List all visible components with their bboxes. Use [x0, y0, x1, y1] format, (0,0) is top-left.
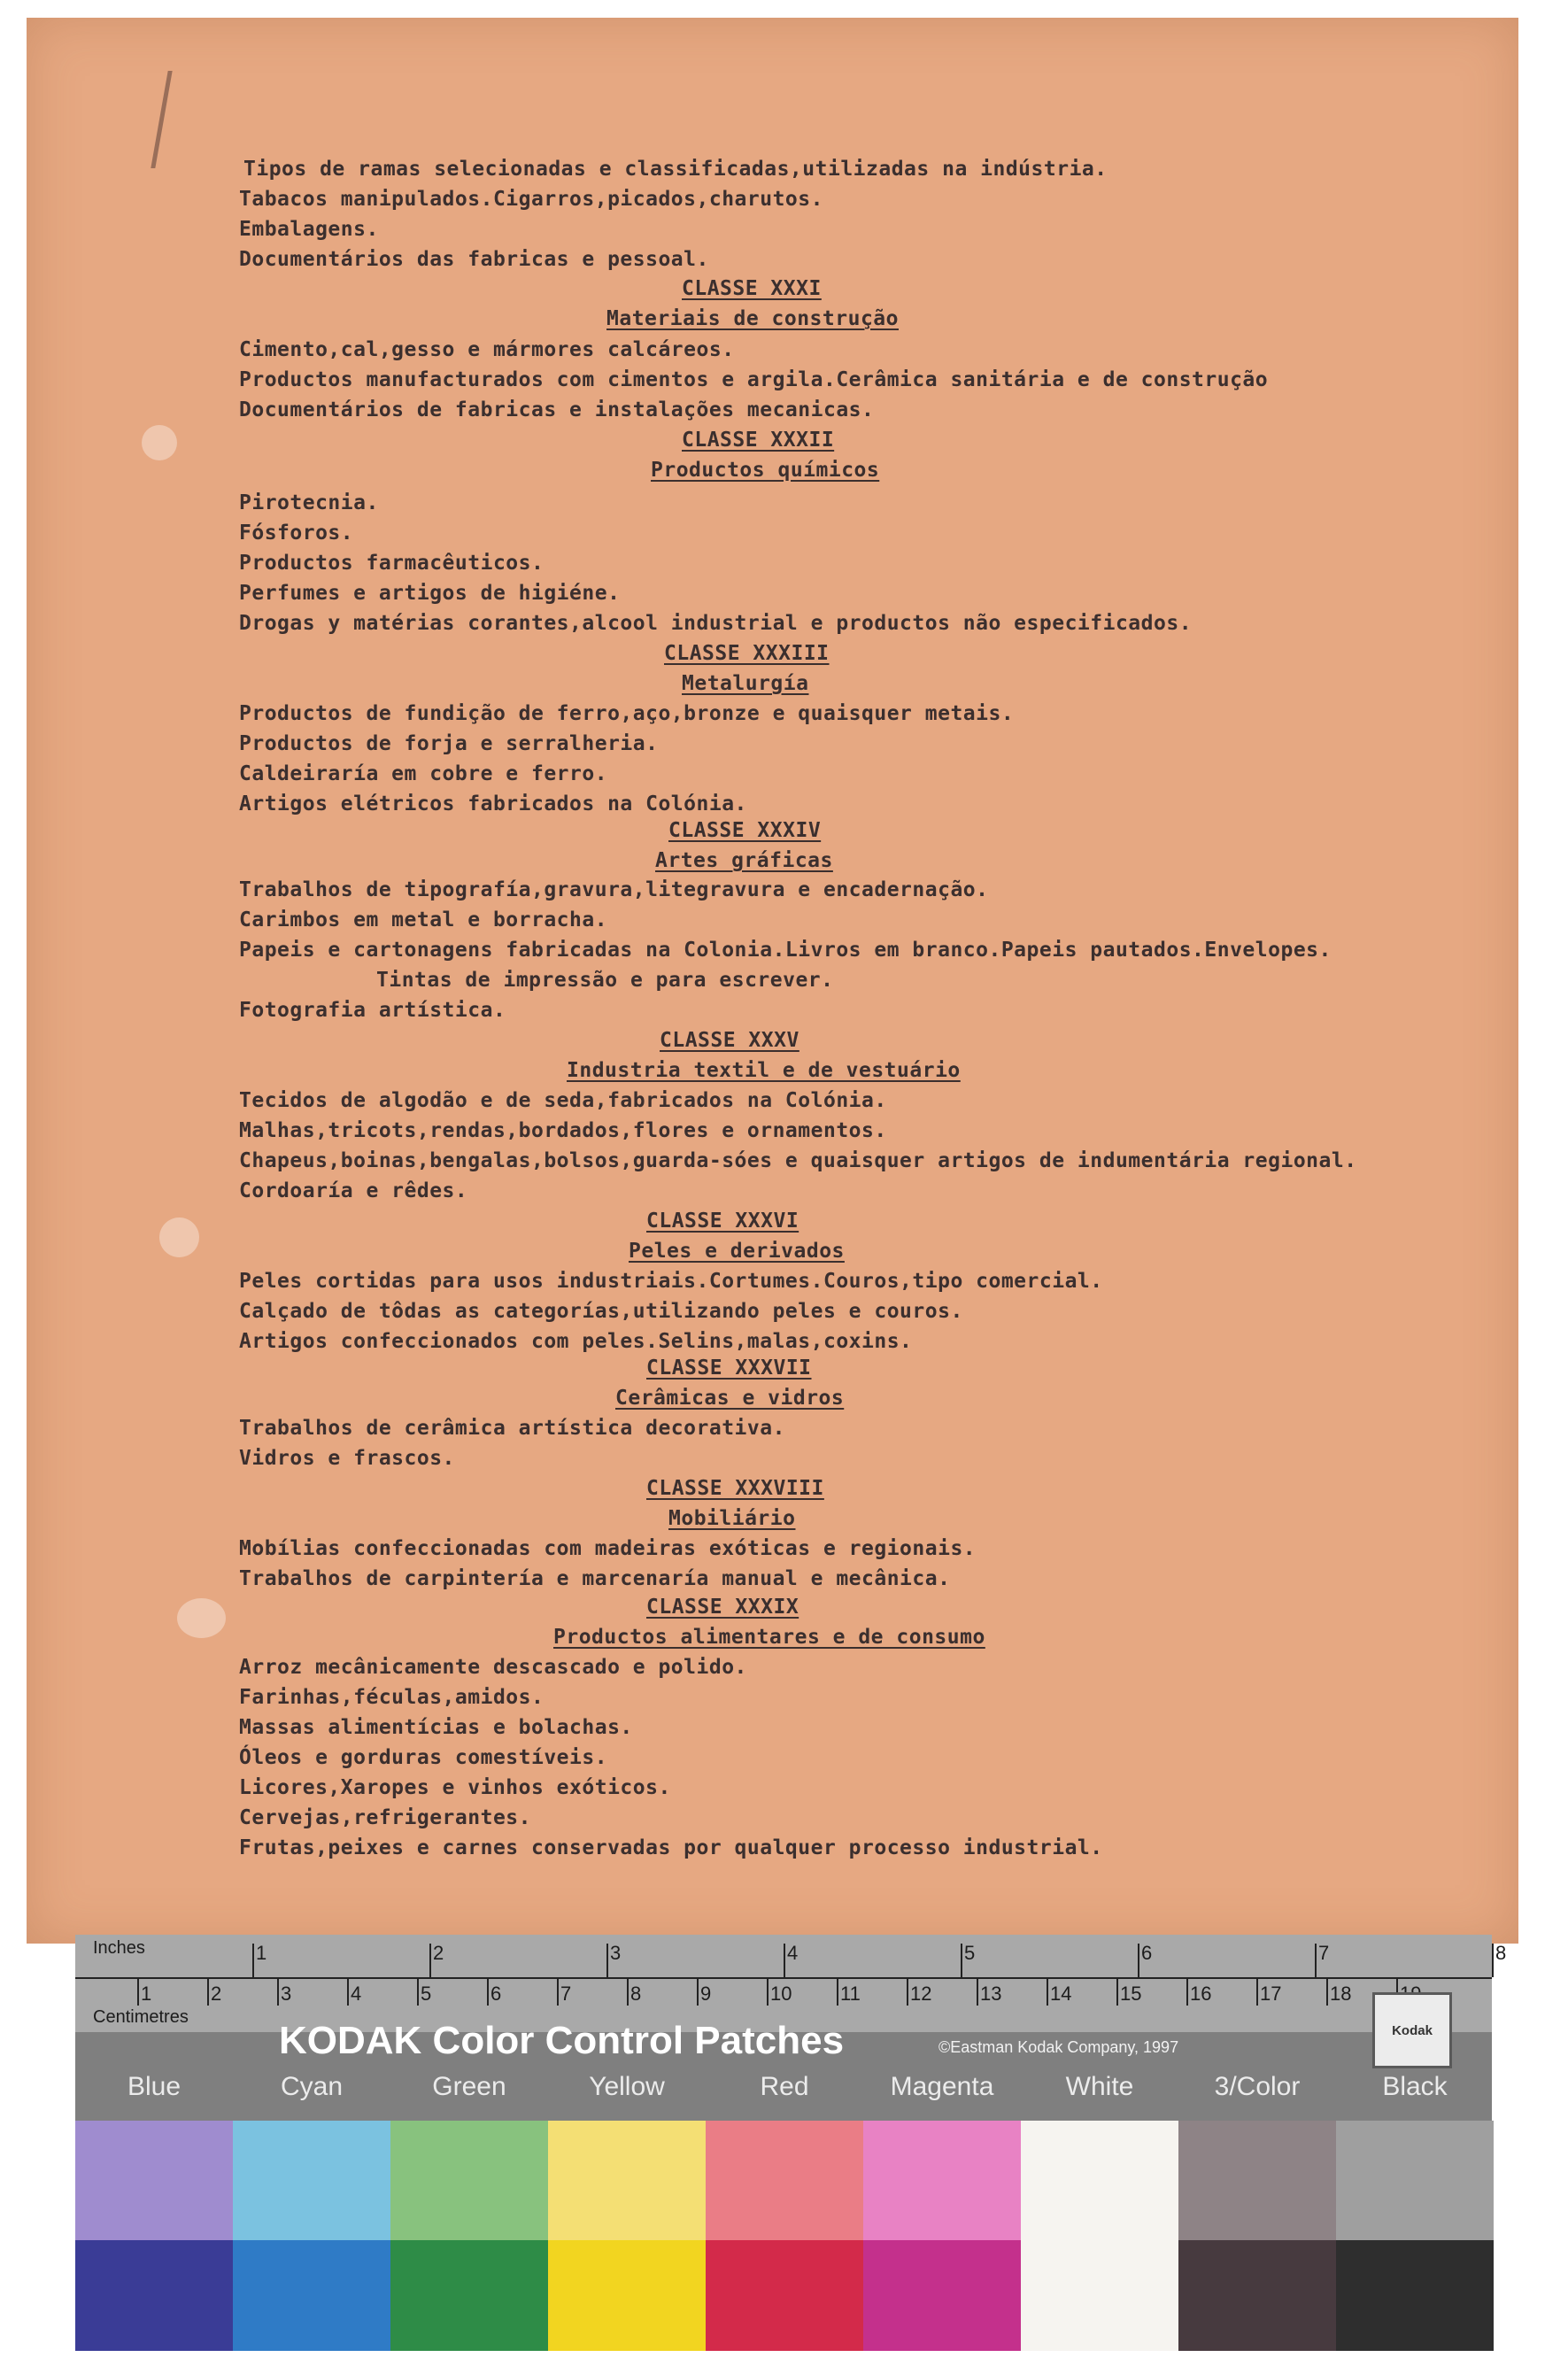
patch-label-magenta: Magenta	[890, 2072, 994, 2101]
class-heading: CLASSE XXXVII	[646, 1357, 812, 1380]
cm-tick	[1326, 1979, 1328, 2006]
cm-number: 8	[630, 1983, 642, 2005]
cm-tick	[907, 1979, 908, 2006]
ruler-midline	[75, 1977, 1492, 1979]
text-line: Papeis e cartonagens fabricadas na Colonia.Livros em branco.Papeis pautados.Envelopes.	[239, 939, 1332, 962]
text-line: Pirotecnia.	[239, 491, 379, 514]
text-line: Trabalhos de tipografía,gravura,litegravura e encadernação.	[239, 878, 989, 901]
text-line: Tecidos de algodão e de seda,fabricados na Colónia.	[239, 1089, 887, 1112]
inch-tick	[252, 1944, 254, 1977]
cm-tick	[417, 1979, 419, 2006]
text-line: Drogas y matérias corantes,alcool industrial e productos não especificados.	[239, 612, 1193, 635]
cm-tick	[1047, 1979, 1048, 2006]
text-line: Frutas,peixes e carnes conservadas por qualquer processo industrial.	[239, 1836, 1103, 1859]
text-line: Tabacos manipulados.Cigarros,picados,charutos.	[239, 188, 823, 211]
class-subheading: Productos alimentares e de consumo	[553, 1626, 985, 1649]
text-line: Licores,Xaropes e vinhos exóticos.	[239, 1776, 671, 1799]
cm-tick	[697, 1979, 699, 2006]
patch-dark-green	[390, 2240, 548, 2351]
patch-dark-blue	[75, 2240, 233, 2351]
class-subheading: Peles e derivados	[629, 1240, 845, 1263]
inch-tick	[1138, 1944, 1139, 1977]
inches-label: Inches	[93, 1938, 145, 1958]
text-line: Malhas,tricots,rendas,bordados,flores e ornamentos.	[239, 1119, 887, 1142]
cm-tick	[1186, 1979, 1188, 2006]
cm-tick	[277, 1979, 279, 2006]
copyright: ©Eastman Kodak Company, 1997	[938, 2038, 1179, 2056]
cm-number: 12	[910, 1983, 932, 2005]
cm-tick	[1116, 1979, 1118, 2006]
patch-label-blue: Blue	[127, 2072, 182, 2101]
class-heading: CLASSE XXXIV	[668, 819, 822, 842]
patch-light-magenta	[863, 2121, 1021, 2240]
cm-number: 11	[840, 1983, 861, 2005]
patch-dark-3color	[1178, 2240, 1336, 2351]
patch-labels	[75, 2063, 1492, 2116]
class-heading: CLASSE XXXIII	[664, 642, 830, 665]
text-line: Fósforos.	[239, 522, 354, 545]
text-line: Trabalhos de cerâmica artística decorativa.	[239, 1417, 785, 1440]
inch-tick	[961, 1944, 962, 1977]
text-line: Trabalhos de carpintería e marcenaría manual e mecânica.	[239, 1567, 951, 1590]
text-line: Documentários das fabricas e pessoal.	[239, 248, 709, 271]
inch-tick	[784, 1944, 785, 1977]
cm-tick	[557, 1979, 559, 2006]
paper-stain	[142, 425, 177, 460]
cm-number: 5	[421, 1983, 432, 2005]
class-heading: CLASSE XXXI	[682, 277, 822, 300]
inch-number: 8	[1495, 1942, 1507, 1964]
cm-number: 13	[980, 1983, 1002, 2005]
cm-tick	[977, 1979, 978, 2006]
text-line: Peles cortidas para usos industriais.Cortumes.Couros,tipo comercial.	[239, 1270, 1103, 1293]
text-line: Carimbos em metal e borracha.	[239, 908, 608, 931]
text-line: Cimento,cal,gesso e mármores calcáreos.	[239, 338, 735, 361]
text-line: Chapeus,boinas,bengalas,bolsos,guarda-sóes e quaisquer artigos de indumentária regional.	[239, 1149, 1357, 1172]
cm-number: 16	[1190, 1983, 1212, 2005]
cm-number: 10	[770, 1983, 792, 2005]
patch-light-white	[1021, 2121, 1178, 2240]
inch-tick	[429, 1944, 431, 1977]
kodak-logo-text: Kodak	[1392, 2022, 1433, 2038]
class-subheading: Cerâmicas e vidros	[615, 1387, 845, 1410]
class-heading: CLASSE XXXVI	[646, 1210, 799, 1233]
inch-tick	[1315, 1944, 1317, 1977]
inch-number: 4	[787, 1942, 799, 1964]
ink-mark	[151, 71, 225, 168]
cm-number: 1	[141, 1983, 152, 2005]
inch-number: 5	[964, 1942, 976, 1964]
ruler	[75, 1935, 1507, 2032]
text-line: Productos de fundição de ferro,aço,bronze e quaisquer metais.	[239, 702, 1015, 725]
cm-number: 17	[1260, 1983, 1282, 2005]
patch-label-green: Green	[432, 2072, 506, 2101]
text-line: Cervejas,refrigerantes.	[239, 1806, 531, 1829]
class-heading: CLASSE XXXVIII	[646, 1477, 824, 1500]
text-line: Mobílias confeccionadas com madeiras exóticas e regionais.	[239, 1537, 977, 1560]
text-line: Tintas de impressão e para escrever.	[376, 969, 834, 992]
text-line: Óleos e gorduras comestíveis.	[239, 1746, 608, 1769]
inch-number: 2	[433, 1942, 444, 1964]
cm-tick	[207, 1979, 209, 2006]
patch-dark-yellow	[548, 2240, 706, 2351]
cm-tick	[767, 1979, 769, 2006]
text-line: Calçado de tôdas as categorías,utilizando peles e couros.	[239, 1300, 963, 1323]
patch-dark-cyan	[233, 2240, 390, 2351]
text-line: Farinhas,féculas,amidos.	[239, 1686, 545, 1709]
class-subheading: Metalurgía	[682, 672, 809, 695]
cm-tick	[627, 1979, 629, 2006]
text-line: Productos farmacêuticos.	[239, 552, 545, 575]
inch-tick	[606, 1944, 608, 1977]
cm-number: 14	[1050, 1983, 1072, 2005]
cm-number: 9	[700, 1983, 712, 2005]
cm-number: 2	[211, 1983, 222, 2005]
paper-stain	[159, 1217, 199, 1257]
inch-number: 1	[256, 1942, 267, 1964]
cm-number: 4	[351, 1983, 362, 2005]
patch-dark-magenta	[863, 2240, 1021, 2351]
patch-dark-black	[1336, 2240, 1494, 2351]
patch-light-blue	[75, 2121, 233, 2240]
text-line: Tipos de ramas selecionadas e classificadas,utilizadas na indústria.	[243, 158, 1108, 181]
patch-label-cyan: Cyan	[280, 2072, 344, 2101]
text-line: Vidros e frascos.	[239, 1447, 455, 1470]
cm-number: 6	[490, 1983, 502, 2005]
patch-light-black	[1336, 2121, 1494, 2240]
patch-light-yellow	[548, 2121, 706, 2240]
document-page	[27, 18, 1518, 1944]
text-line: Fotografia artística.	[239, 999, 506, 1022]
cm-number: 3	[281, 1983, 292, 2005]
patch-dark-white	[1021, 2240, 1178, 2351]
text-line: Cordoaría e rêdes.	[239, 1179, 468, 1202]
patch-dark-red	[706, 2240, 863, 2351]
class-subheading: Artes gráficas	[655, 849, 833, 872]
class-heading: CLASSE XXXII	[682, 429, 835, 452]
text-line: Productos manufacturados com cimentos e argila.Cerâmica sanitária e de construção	[239, 368, 1269, 391]
text-line: Massas alimentícias e bolachas.	[239, 1716, 633, 1739]
cm-number: 15	[1120, 1983, 1142, 2005]
text-line: Caldeiraría em cobre e ferro.	[239, 762, 608, 785]
inch-number: 6	[1141, 1942, 1153, 1964]
class-subheading: Materiais de construção	[606, 307, 899, 330]
text-line: Documentários de fabricas e instalações mecanicas.	[239, 398, 875, 421]
patch-light-red	[706, 2121, 863, 2240]
text-line: Perfumes e artigos de higiéne.	[239, 582, 621, 605]
patch-label-white: White	[1065, 2072, 1134, 2101]
cm-tick	[347, 1979, 349, 2006]
text-line: Artigos elétricos fabricados na Colónia.	[239, 792, 747, 815]
cm-tick	[487, 1979, 489, 2006]
patch-light-3color	[1178, 2121, 1336, 2240]
cm-number: 7	[560, 1983, 572, 2005]
patch-label-3color: 3/Color	[1214, 2072, 1301, 2101]
inch-tick	[1492, 1944, 1494, 1977]
patch-light-cyan	[233, 2121, 390, 2240]
text-line: Artigos confeccionados com peles.Selins,malas,coxins.	[239, 1330, 913, 1353]
inch-number: 7	[1318, 1942, 1330, 1964]
class-subheading: Industria textil e de vestuário	[567, 1059, 961, 1082]
class-subheading: Mobiliário	[668, 1507, 796, 1530]
patch-label-black: Black	[1382, 2072, 1448, 2101]
cm-number: 18	[1330, 1983, 1352, 2005]
kodak-color-strip	[75, 1935, 1507, 2351]
text-line: Productos de forja e serralheria.	[239, 732, 659, 755]
cm-tick	[1256, 1979, 1258, 2006]
patch-label-red: Red	[760, 2072, 809, 2101]
kodak-logo	[1372, 1992, 1452, 2068]
cm-tick	[837, 1979, 838, 2006]
class-heading: CLASSE XXXV	[660, 1029, 799, 1052]
class-subheading: Productos químicos	[651, 459, 880, 482]
patch-light-green	[390, 2121, 548, 2240]
paper-stain	[177, 1598, 226, 1638]
patch-label-yellow: Yellow	[589, 2072, 665, 2101]
kodak-title: KODAK Color Control Patches	[279, 2019, 845, 2062]
cm-tick	[137, 1979, 139, 2006]
inch-number: 3	[610, 1942, 622, 1964]
centimetres-label: Centimetres	[93, 2007, 189, 2027]
text-line: Arroz mecânicamente descascado e polido.	[239, 1656, 747, 1679]
text-line: Embalagens.	[239, 218, 379, 241]
class-heading: CLASSE XXXIX	[646, 1596, 799, 1619]
